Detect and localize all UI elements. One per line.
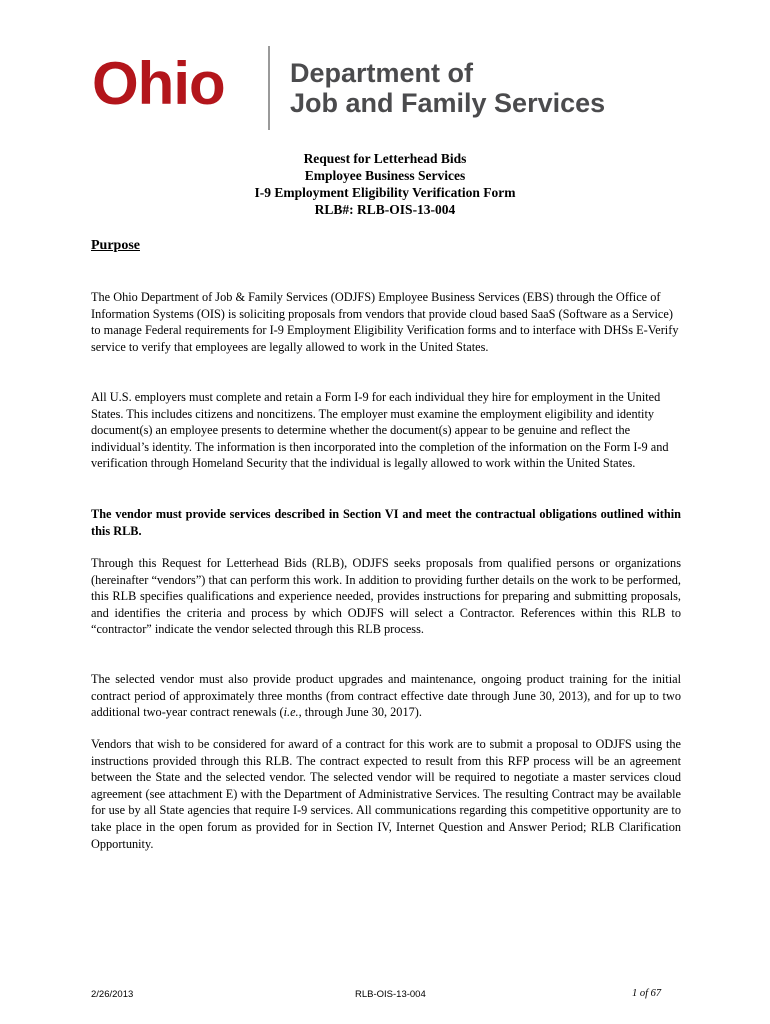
title-line-1: Request for Letterhead Bids [303, 151, 467, 166]
department-name [290, 58, 605, 118]
title-line-2: Employee Business Services [304, 168, 466, 183]
logo-divider [268, 46, 270, 130]
footer-page-number: 1 of 67 [632, 988, 662, 999]
department-line-2: Job and Family Services [290, 88, 606, 118]
document-title-block [0, 150, 770, 218]
paragraph-4: Through this Request for Letterhead Bids (RLB), ODJFS seeks proposals from qualified persons or organizations (hereinafter “vendors”) that can perform this work. In addition to providing further details on the work to be performed, this RLB specifies qualifications and experience needed, provides instructions for preparing and submitting proposals, and identifies the criteria and process by which ODJFS will select a Contractor. References within this RLB to “contractor” indicate the vendor selected through this RLB process. [91, 556, 681, 637]
paragraph-1: The Ohio Department of Job & Family Services (ODJFS) Employee Business Services (EBS) through the Office of Information Systems (OIS) is soliciting proposals from vendors that provide cloud based SaaS (Software as a Service) to manage Federal requirements for I-9 Employment Eligibility Verification forms and to interface with DHSs E-Verify service to verify that employees are legally allowed to work in the United States. [91, 290, 679, 354]
paragraph-5-ie: i.e., [283, 705, 302, 720]
paragraph-3: The vendor must provide services described in Section VI and meet the contractual obligations outlined within this RLB. [91, 507, 681, 538]
paragraph-2: All U.S. employers must complete and retain a Form I-9 for each individual they hire for employment in the United States. This includes citizens and noncitizens. The employer must examine the employment eligibility and identity document(s) an employee presents to determine whether the document(s) appear to be genuine and reflect the individual’s identity. The information is then incorporated into the completion of the information on the Form I-9 and verification through Homeland Security that the individual is legally allowed to work within the United States. [91, 390, 669, 471]
paragraph-6: Vendors that wish to be considered for award of a contract for this work are to submit a proposal to ODJFS using the instructions provided through this RLB. The contract expected to result from this RFP process will be an agreement between the State and the selected vendor. The selected vendor will be required to negotiate a master services cloud agreement (see attachment E) with the Department of Administrative Services. The resulting Contract may be available for use by all State agencies that require I-9 services. All communications regarding this competitive opportunity are to take place in the open forum as provided for in Section IV, Internet Question and Answer Period; RLB Clarification Opportunity. [91, 737, 681, 851]
footer-date: 2/26/2013 [91, 989, 134, 1000]
footer-doc-id: RLB-OIS-13-004 [355, 989, 426, 1000]
paragraph-5-part-1: The selected vendor must also provide product upgrades and maintenance, ongoing product training for the initial contract period of approximately three months (from contract effective date through June 30, 2013), and for up to two additional two-year contract renewals ( [91, 672, 681, 720]
purpose-heading: Purpose [91, 238, 140, 253]
paragraph-5 [91, 671, 681, 721]
title-line-3: I-9 Employment Eligibility Verification Form [254, 185, 516, 200]
ohio-wordmark: Ohio [92, 50, 225, 117]
title-line-4: RLB#: RLB-OIS-13-004 [314, 202, 456, 217]
department-line-1: Department of [290, 58, 474, 88]
paragraph-5-part-2: through June 30, 2017). [301, 705, 422, 720]
odjfs-logo [92, 46, 606, 130]
